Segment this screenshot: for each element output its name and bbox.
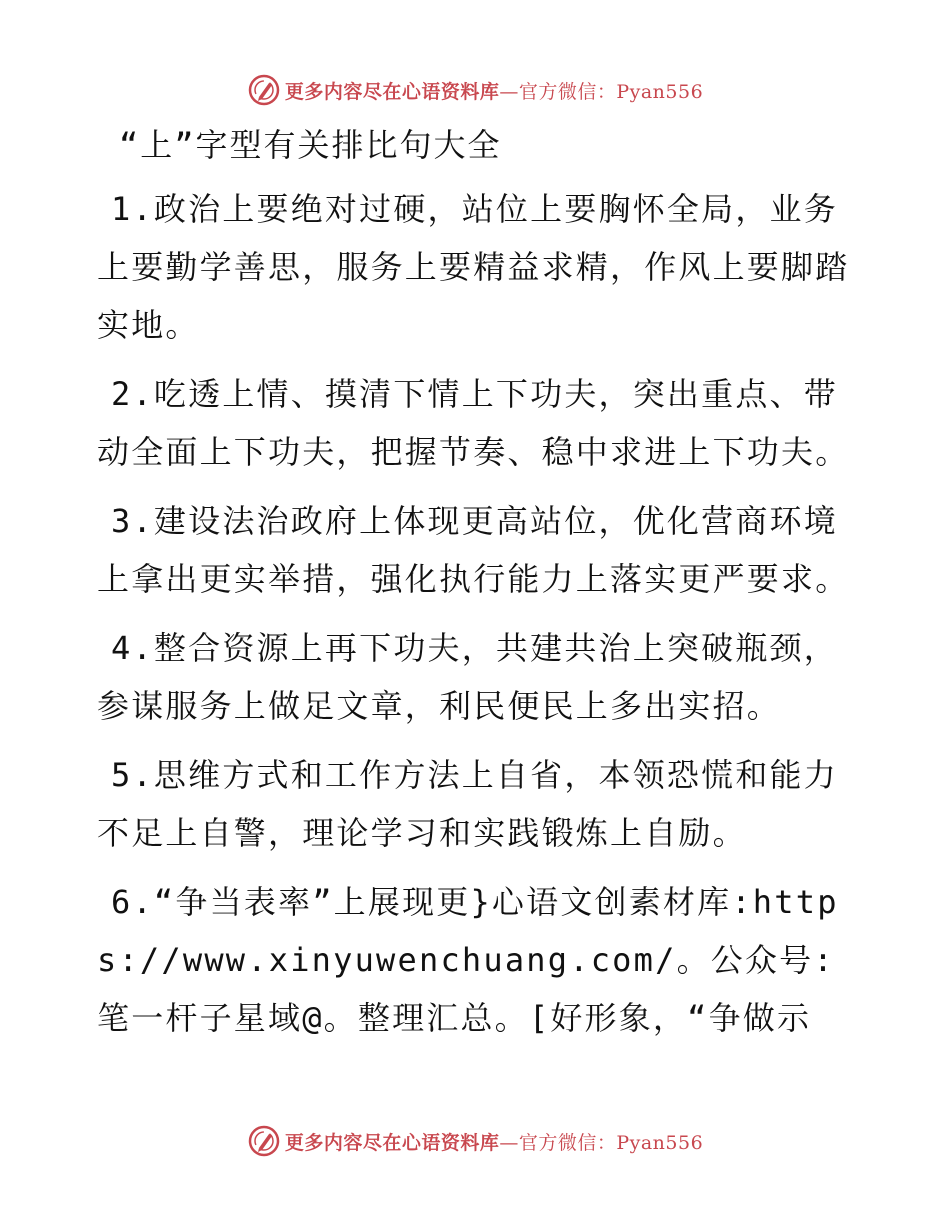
watermark-main-text: 更多内容尽在心语资料库 xyxy=(284,80,500,103)
pen-circle-logo-icon xyxy=(247,1124,281,1158)
watermark-footer xyxy=(0,1123,950,1159)
paragraph-1: 1.政治上要绝对过硬，站位上要胸怀全局，业务上要勤学善思，服务上要精益求精，作风上要脚踏实地。 xyxy=(97,190,850,344)
paragraph-5: 5.思维方式和工作方法上自省，本领恐慌和能力不足上自警，理论学习和实践锻炼上自励。 xyxy=(97,756,838,852)
watermark-separator: — xyxy=(499,1131,519,1154)
watermark-tail-text: 官方微信：Pyan556 xyxy=(518,80,704,103)
document-title: “上”字型有关排比句大全 xyxy=(119,126,502,164)
paragraph-2: 2.吃透上情、摸清下情上下功夫，突出重点、带动全面上下功夫，把握节奏、稳中求进上下功夫。 xyxy=(97,375,850,471)
paragraph-4: 4.整合资源上再下功夫，共建共治上突破瓶颈，参谋服务上做足文章，利民便民上多出实招。 xyxy=(97,629,838,725)
watermark-main-text: 更多内容尽在心语资料库 xyxy=(284,1131,500,1154)
paragraph-6: 6.“争当表率”上展现更}心语文创素材库:https://www.xinyuwenchuang.com/。公众号: 笔一杆子星域@。整理汇总。[好形象，“争做示 xyxy=(97,883,839,1037)
watermark-tail-text: 官方微信：Pyan556 xyxy=(518,1131,704,1154)
paragraph-3: 3.建设法治政府上体现更高站位，优化营商环境上拿出更实举措，强化执行能力上落实更严要求。 xyxy=(97,502,850,598)
watermark-separator: — xyxy=(499,80,519,103)
watermark-header xyxy=(0,72,950,108)
document-body xyxy=(97,120,857,1058)
pen-circle-logo-icon xyxy=(247,73,281,107)
